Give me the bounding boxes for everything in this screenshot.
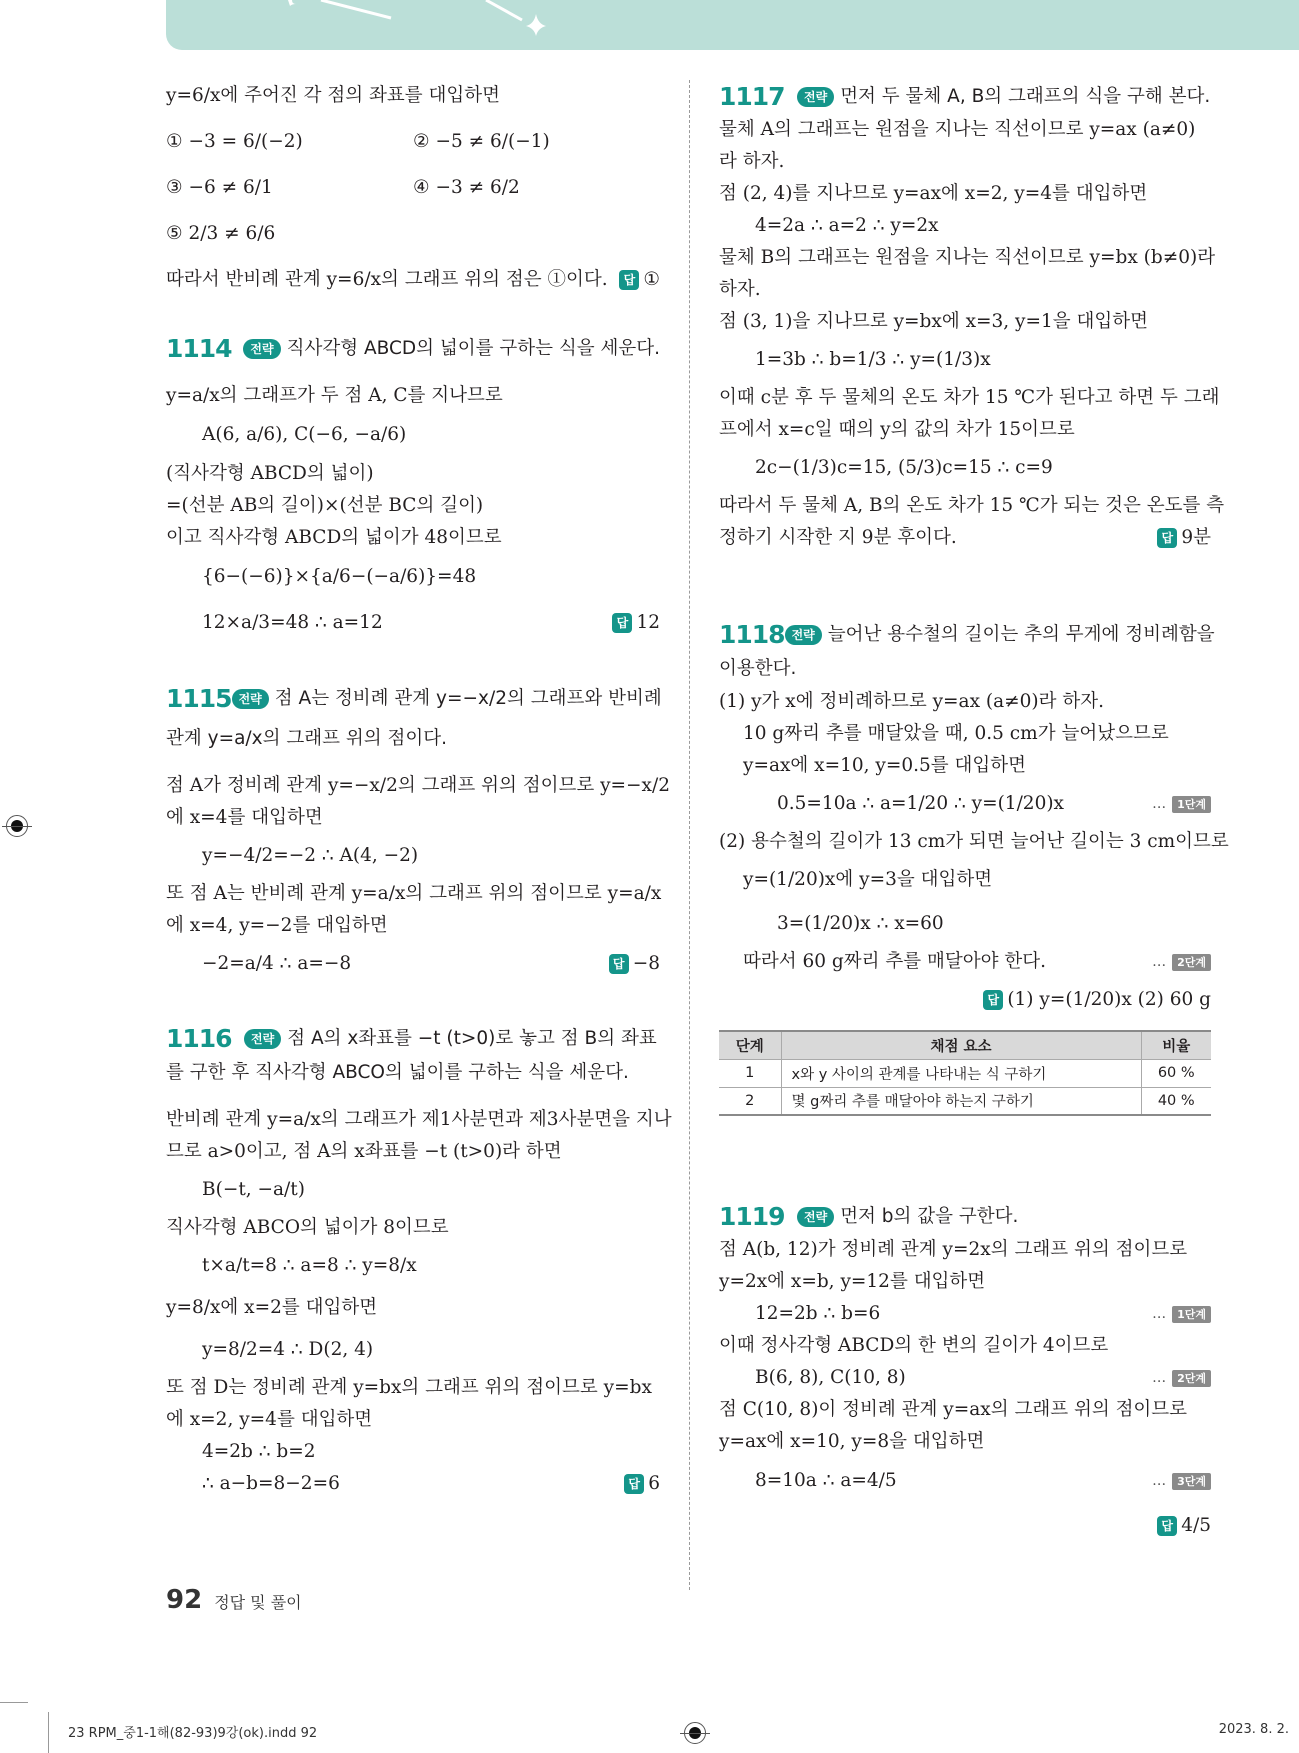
text-line: 10 g짜리 추를 매달았을 때, 0.5 cm가 늘어났으므로 (743, 723, 1169, 744)
crop-mark (48, 1712, 49, 1753)
problem-number: 1119 (719, 1202, 785, 1231)
math-line: 3=(1/20)x ∴ x=60 (777, 913, 944, 934)
math-line: 4=2a ∴ a=2 ∴ y=2x (755, 215, 939, 236)
problem-number: 1115 (166, 684, 232, 713)
answer-value: (1) y=(1/20)x (2) 60 g (1007, 989, 1211, 1010)
dots: … (1152, 954, 1167, 970)
header-banner (166, 0, 1299, 50)
dots: … (1152, 1473, 1167, 1489)
math-line (166, 942, 660, 986)
text-line: y=ax에 x=10, y=8을 대입하면 (719, 1431, 985, 1452)
cell-criteria: x와 y 사이의 관계를 나타내는 식 구하기 (781, 1059, 1141, 1087)
math-line: {6−(−6)}×{a/6−(−a/6)}=48 (202, 566, 477, 587)
strategy-badge: 전략 (244, 1029, 281, 1049)
answer-badge-icon: 답 (612, 613, 632, 633)
page-label: 정답 및 풀이 (214, 1593, 302, 1612)
text-line: 물체 B의 그래프는 원점을 지나는 직선이므로 y=bx (b≠0)라 (719, 247, 1216, 268)
strategy-text: 먼저 b의 값을 구한다. (840, 1206, 1019, 1227)
math-line: t×a/t=8 ∴ a=8 ∴ y=8/x (202, 1255, 417, 1276)
star-decoration-icon (166, 0, 566, 50)
math-line: 2c−(1/3)c=15, (5/3)c=15 ∴ c=9 (755, 457, 1053, 478)
text-line (719, 522, 1211, 554)
text-line: 반비례 관계 y=a/x의 그래프가 제1사분면과 제3사분면을 지나 (166, 1109, 672, 1130)
answer-value: ① (643, 269, 660, 290)
strategy-text: 점 A는 정비례 관계 y=−x/2의 그래프와 반비례 (274, 688, 662, 709)
text-line: 점 (3, 1)을 지나므로 y=bx에 x=3, y=1을 대입하면 (719, 311, 1149, 332)
strategy-text: 직사각형 ABCD의 넓이를 구하는 식을 세운다. (286, 338, 660, 359)
math-line: B(−t, −a/t) (202, 1179, 305, 1200)
text-line: (2) 용수철의 길이가 13 cm가 되면 늘어난 길이는 3 cm이므로 (719, 831, 1229, 852)
problem-number: 1116 (166, 1024, 232, 1053)
option-2: ② −5 ≠ 6/(−1) (413, 131, 550, 152)
text-line: 또 점 A는 반비례 관계 y=a/x의 그래프 위의 점이므로 y=a/x (166, 883, 662, 904)
problem-1118-header (719, 618, 1215, 652)
conclusion-text: 따라서 반비례 관계 y=6/x의 그래프 위의 점은 ①이다. (166, 269, 608, 290)
problem-1115-header (166, 682, 660, 716)
math-text: −2=a/4 ∴ a=−8 (202, 953, 352, 974)
text-line: 이고 직사각형 ABCD의 넓이가 48이므로 (166, 527, 502, 548)
text-line: 에 x=2, y=4를 대입하면 (166, 1409, 373, 1430)
step-2-badge: 2단계 (1172, 1370, 1211, 1387)
step-1-badge: 1단계 (1172, 1306, 1211, 1323)
problem-number: 1114 (166, 334, 232, 363)
math-text: 0.5=10a ∴ a=1/20 ∴ y=(1/20)x (777, 793, 1064, 814)
option-4: ④ −3 ≠ 6/2 (413, 177, 520, 198)
answer-value: 6 (648, 1473, 660, 1494)
math-line: y=−4/2=−2 ∴ A(4, −2) (202, 845, 419, 866)
answer (612, 600, 660, 646)
answer (719, 1504, 1211, 1548)
step-marker (1152, 782, 1211, 826)
problem-1116-header (166, 1022, 660, 1056)
math-line (719, 1298, 1211, 1330)
col-header-step: 단계 (719, 1031, 781, 1059)
math-text: 12×a/3=48 ∴ a=12 (202, 612, 383, 633)
strategy-text: 점 A의 x좌표를 −t (t>0)로 놓고 점 B의 좌표 (287, 1028, 657, 1049)
answer (624, 1468, 660, 1500)
math-text: B(6, 8), C(10, 8) (755, 1367, 906, 1388)
answer-badge-icon: 답 (619, 270, 639, 290)
problem-1119-header (719, 1200, 1211, 1234)
page-footer (166, 1585, 302, 1615)
col-header-ratio: 비율 (1141, 1031, 1211, 1059)
cell-ratio: 60 % (1141, 1059, 1211, 1087)
text-line: 이때 c분 후 두 물체의 온도 차가 15 ℃가 된다고 하면 두 그래 (719, 387, 1220, 408)
math-line: A(6, a/6), C(−6, −a/6) (202, 424, 407, 445)
text-line: 또 점 D는 정비례 관계 y=bx의 그래프 위의 점이므로 y=bx (166, 1377, 652, 1398)
strategy-continued: 관계 y=a/x의 그래프 위의 점이다. (166, 728, 447, 749)
dots: … (1152, 1370, 1167, 1386)
column-divider (689, 80, 690, 1590)
answer (619, 264, 660, 296)
answer-badge-icon: 답 (1157, 1516, 1177, 1536)
answer (719, 978, 1211, 1022)
strategy-text: 먼저 두 물체 A, B의 그래프의 식을 구해 본다. (840, 86, 1211, 107)
answer-badge-icon: 답 (609, 954, 629, 974)
text-line: 에 x=4를 대입하면 (166, 807, 323, 828)
cell-criteria: 몇 g짜리 추를 매달아야 하는지 구하기 (781, 1087, 1141, 1115)
options-row (166, 172, 660, 204)
col-header-criteria: 채점 요소 (781, 1031, 1141, 1059)
dots: … (1152, 1306, 1167, 1322)
text: 따라서 60 g짜리 추를 매달아야 한다. (743, 951, 1046, 972)
answer-value: 9분 (1181, 527, 1211, 548)
math-line: 4=2b ∴ b=2 (202, 1441, 316, 1462)
cell-step: 1 (719, 1059, 781, 1087)
text-line: 직사각형 ABCO의 넓이가 8이므로 (166, 1217, 449, 1238)
strategy-badge: 전략 (243, 339, 280, 359)
cell-step: 2 (719, 1087, 781, 1115)
conclusion (166, 264, 660, 296)
right-column (719, 80, 1229, 1548)
strategy-badge: 전략 (232, 689, 269, 709)
step-marker (1152, 1458, 1211, 1504)
registration-mark-icon (6, 815, 28, 837)
scoring-table (719, 1030, 1211, 1116)
text-line: y=6/x에 주어진 각 점의 좌표를 대입하면 (166, 85, 500, 106)
slug-date: 2023. 8. 2. (1218, 1722, 1289, 1737)
answer-badge-icon: 답 (983, 990, 1003, 1010)
math-text: 12=2b ∴ b=6 (755, 1303, 881, 1324)
table-row (719, 1087, 1211, 1115)
answer-badge-icon: 답 (1157, 528, 1177, 548)
answer-value: 12 (636, 612, 660, 633)
strategy-continued: 이용한다. (719, 658, 797, 679)
answer (609, 942, 660, 986)
problem-1117-header (719, 80, 1211, 114)
text-line: 에 x=4, y=−2를 대입하면 (166, 915, 388, 936)
answer-value: 4/5 (1181, 1515, 1211, 1536)
problem-number: 1117 (719, 82, 785, 111)
text-line: y=a/x의 그래프가 두 점 A, C를 지나므로 (166, 385, 503, 406)
crop-mark (0, 1702, 28, 1703)
text-line: 따라서 두 물체 A, B의 온도 차가 15 ℃가 되는 것은 온도를 측 (719, 495, 1225, 516)
step-3-badge: 3단계 (1172, 1473, 1211, 1490)
step-1-badge: 1단계 (1172, 796, 1211, 813)
math-line: y=8/2=4 ∴ D(2, 4) (202, 1339, 374, 1360)
answer-badge-icon: 답 (624, 1474, 644, 1494)
option-5: ⑤ 2/3 ≠ 6/6 (166, 223, 276, 244)
answer-value: −8 (632, 953, 660, 974)
text-line: y=2x에 x=b, y=12를 대입하면 (719, 1271, 986, 1292)
math-line (719, 1458, 1211, 1504)
math-line (166, 600, 660, 646)
option-1: ① −3 = 6/(−2) (166, 131, 303, 152)
text-line: y=ax에 x=10, y=0.5를 대입하면 (743, 755, 1027, 776)
text-line: =(선분 AB의 길이)×(선분 BC의 길이) (166, 495, 484, 516)
page-number: 92 (166, 1585, 203, 1615)
answer (1157, 522, 1211, 554)
step-marker (1152, 946, 1211, 978)
math-line: 1=3b ∴ b=1/3 ∴ y=(1/3)x (755, 349, 991, 370)
math-line (719, 782, 1211, 826)
step-2-badge: 2단계 (1172, 954, 1211, 971)
step-marker (1152, 1298, 1211, 1330)
option-3: ③ −6 ≠ 6/1 (166, 177, 273, 198)
math-text: 8=10a ∴ a=4/5 (755, 1470, 897, 1491)
dots: … (1152, 796, 1167, 812)
text-line: 므로 a>0이고, 점 A의 x좌표를 −t (t>0)라 하면 (166, 1141, 562, 1162)
registration-mark-icon (684, 1722, 706, 1744)
text-line: (1) y가 x에 정비례하므로 y=ax (a≠0)라 하자. (719, 691, 1104, 712)
text-line: 점 (2, 4)를 지나므로 y=ax에 x=2, y=4를 대입하면 (719, 183, 1148, 204)
math-line: y=(1/20)x에 y=3을 대입하면 (743, 869, 993, 890)
strategy-badge: 전략 (797, 1207, 834, 1227)
cell-ratio: 40 % (1141, 1087, 1211, 1115)
strategy-badge: 전략 (785, 625, 822, 645)
text: 정하기 시작한 지 9분 후이다. (719, 527, 957, 548)
text-line: (직사각형 ABCD의 넓이) (166, 463, 374, 484)
text-line: 프에서 x=c일 때의 y의 값의 차가 15이므로 (719, 419, 1075, 440)
strategy-badge: 전략 (797, 87, 834, 107)
text-line: 하자. (719, 279, 761, 300)
text-line: 라 하자. (719, 151, 785, 172)
math-text: ∴ a−b=8−2=6 (202, 1473, 340, 1494)
slug-filename: 23 RPM_중1-1해(82-93)9강(ok).indd 92 (68, 1726, 318, 1741)
problem-1114-header (166, 332, 660, 366)
strategy-text: 늘어난 용수철의 길이는 추의 무게에 정비례함을 (827, 624, 1215, 645)
math-line (166, 1468, 660, 1500)
table-row (719, 1059, 1211, 1087)
strategy-continued: 를 구한 후 직사각형 ABCO의 넓이를 구하는 식을 세운다. (166, 1062, 629, 1083)
options-row (166, 126, 660, 158)
text-line: 물체 A의 그래프는 원점을 지나는 직선이므로 y=ax (a≠0) (719, 119, 1196, 140)
step-marker (1152, 1362, 1211, 1394)
text-line: 점 A(b, 12)가 정비례 관계 y=2x의 그래프 위의 점이므로 (719, 1239, 1188, 1260)
text-line (719, 946, 1211, 978)
text-line: 이때 정사각형 ABCD의 한 변의 길이가 4이므로 (719, 1335, 1109, 1356)
left-column (166, 80, 672, 1500)
text-line: y=8/x에 x=2를 대입하면 (166, 1297, 378, 1318)
problem-number: 1118 (719, 620, 785, 649)
math-line (719, 1362, 1211, 1394)
text-line: 점 C(10, 8)이 정비례 관계 y=ax의 그래프 위의 점이므로 (719, 1399, 1188, 1420)
text-line: 점 A가 정비례 관계 y=−x/2의 그래프 위의 점이므로 y=−x/2 (166, 775, 670, 796)
